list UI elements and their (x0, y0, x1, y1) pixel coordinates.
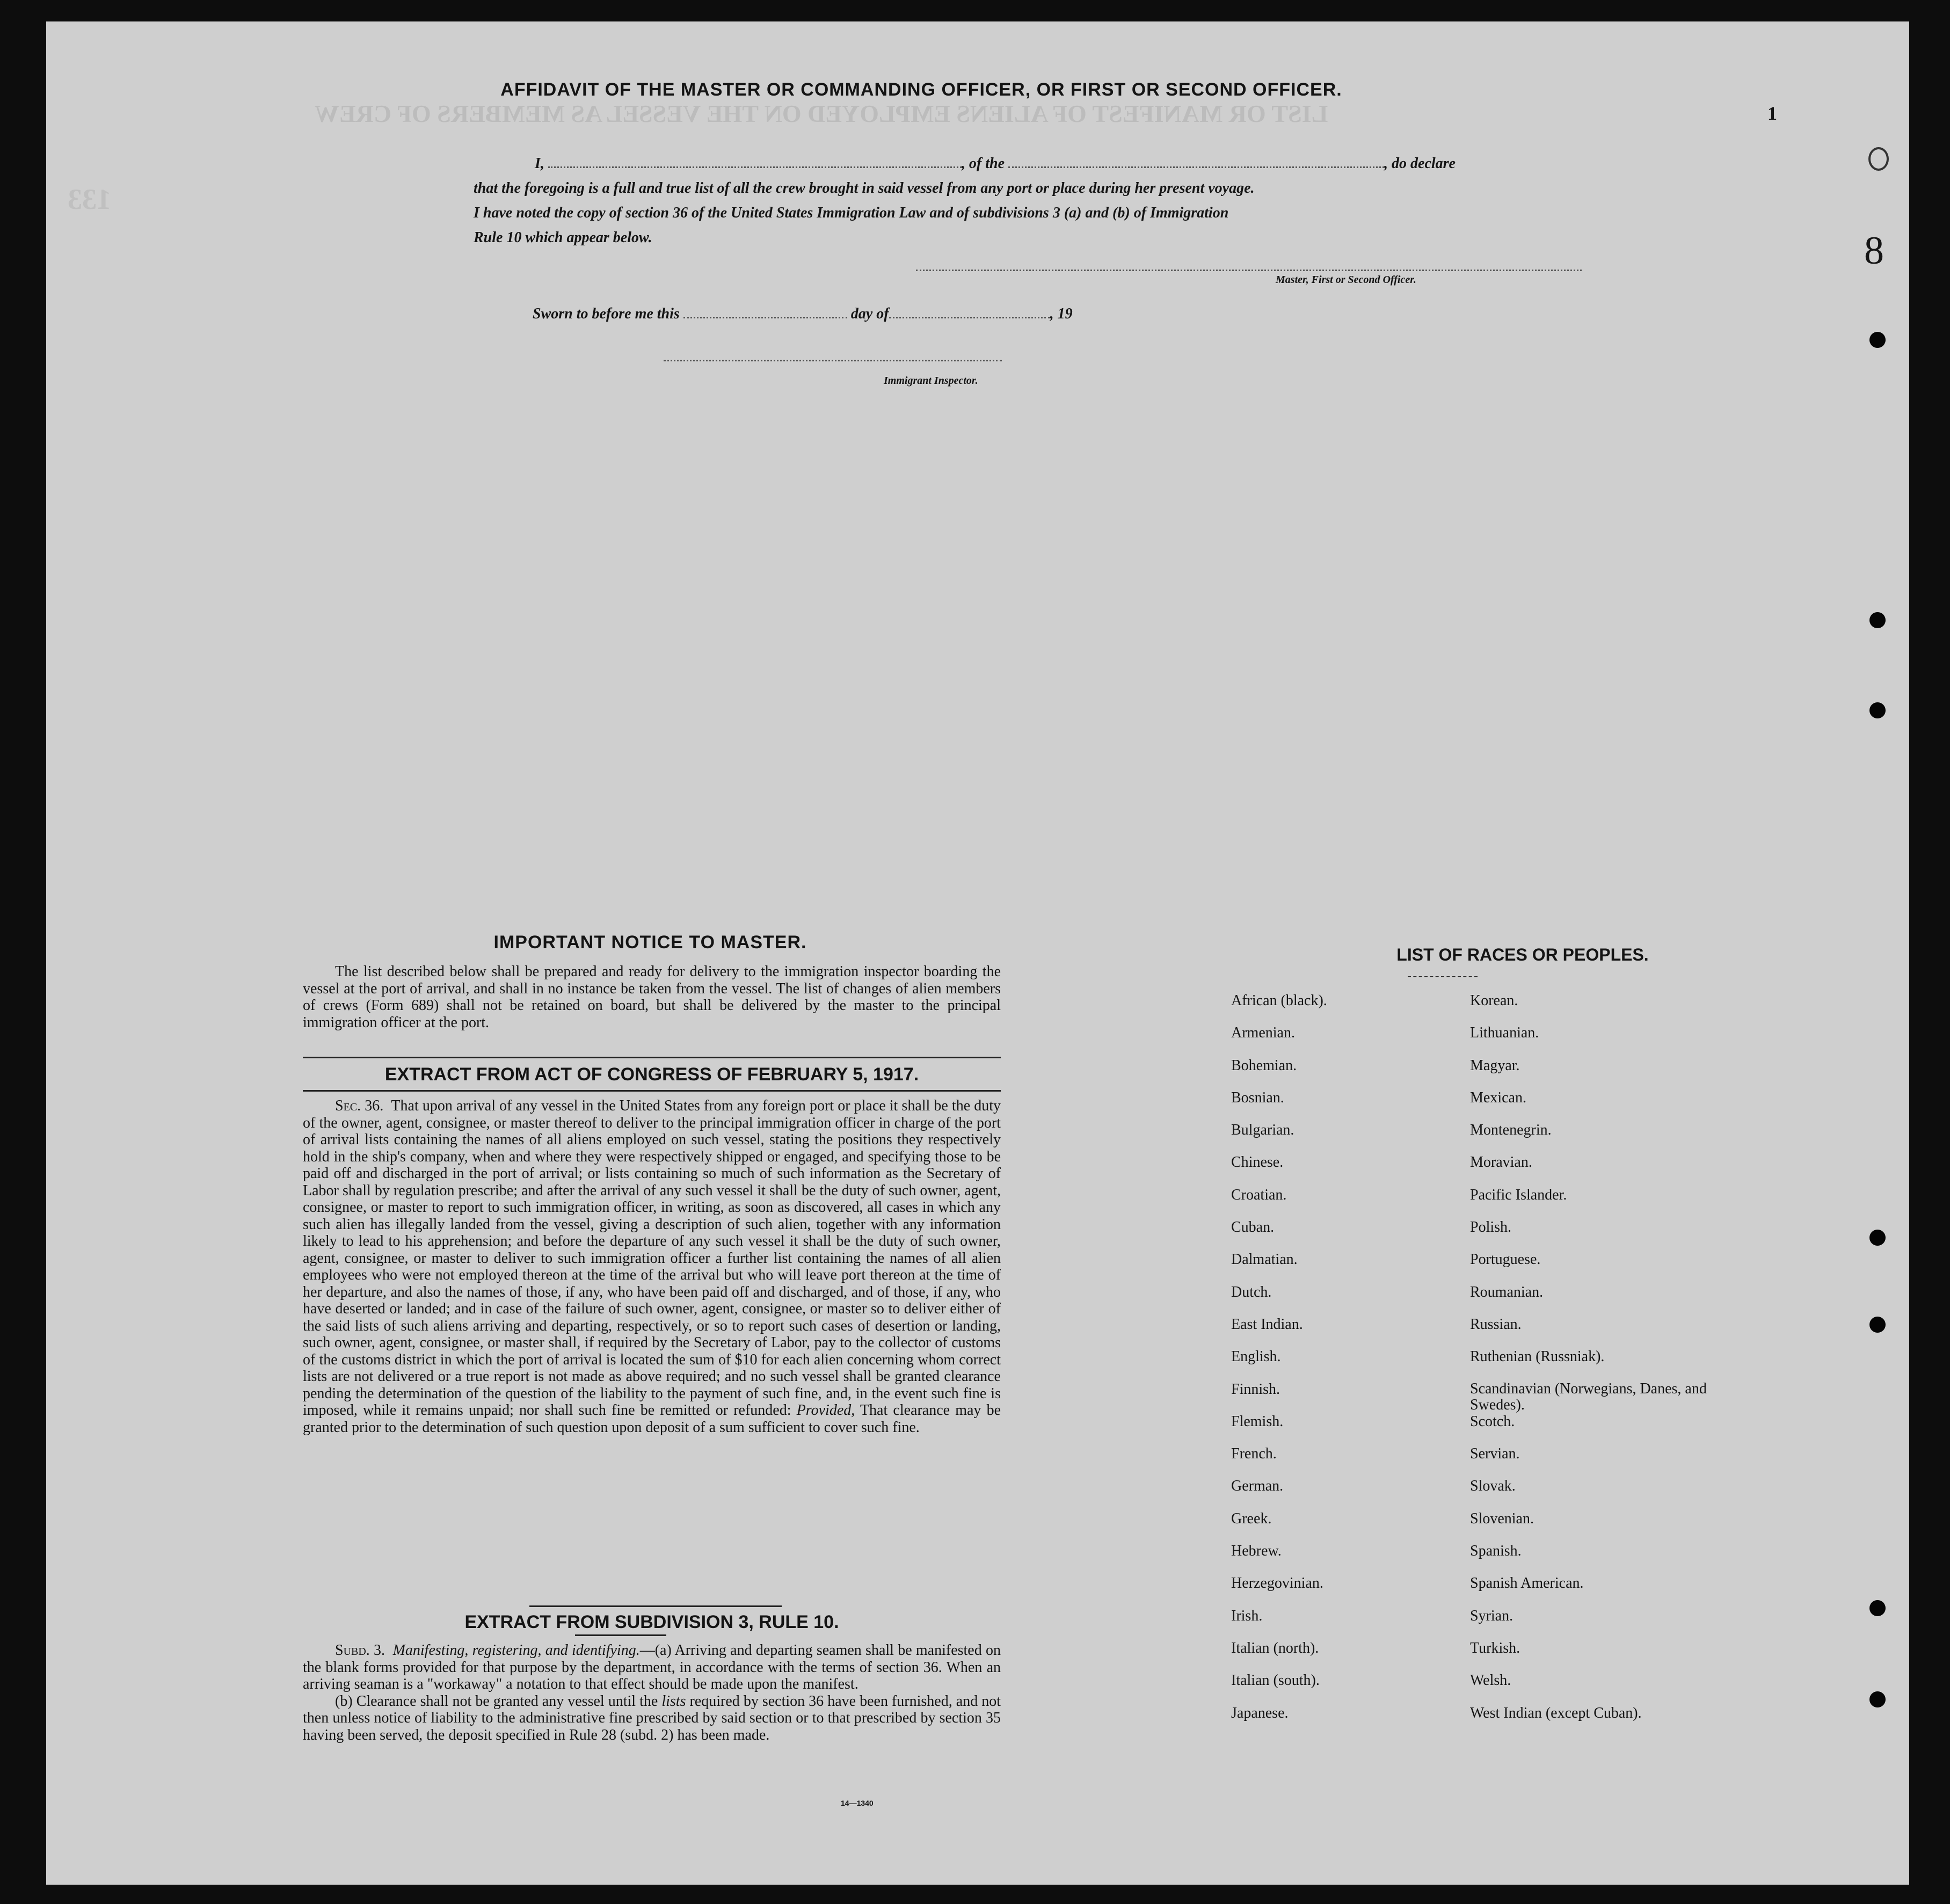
rule-title-underline (575, 1634, 666, 1636)
notice-paragraph: The list described below shall be prepared and ready for delivery to the immigration inspector boarding the vessel at the port of arrival, and shall in no instance be taken from the vessel. The list of changes of alien members of crews (Form 689) shall not be retained on board, but shall be delivered by the master to the principal immigration officer at the port. (303, 963, 1001, 1031)
punch-hole (1869, 612, 1886, 628)
race-item: Lithuanian. (1470, 1024, 1539, 1042)
race-item: Welsh. (1470, 1672, 1511, 1689)
race-item: Cuban. (1231, 1219, 1275, 1236)
affidavit-line-2: that the foregoing is a full and true list of all the crew brought in said vessel from any port or place during her present voyage. (474, 180, 1255, 197)
race-item: French. (1231, 1445, 1277, 1463)
rule-extract-body (303, 1642, 1001, 1743)
section-text-end: That clearance may be granted prior to the determination of such question upon deposit of a sum sufficient to cover such fine. (303, 1402, 1001, 1436)
race-item: Ruthenian (Russniak). (1470, 1348, 1605, 1365)
race-item: Magyar. (1470, 1057, 1520, 1074)
inspector-signature-line (664, 360, 1002, 361)
vessel-blank (1008, 155, 1384, 168)
race-item: Finnish. (1231, 1380, 1280, 1398)
race-item: Moravian. (1470, 1154, 1532, 1171)
race-item: Bulgarian. (1231, 1122, 1294, 1139)
sworn-month-blank (889, 305, 1050, 318)
section-text: That upon arrival of any vessel in the United States from any foreign port or place it shall be the duty of the owner, agent, consignee, or master thereof to deliver to the principal immigration officer in charge of the port of arrival lists containing the names of all aliens employed on such vessel, stating the positions they respectively hold in the ship's company, when and where they were respectively shipped or engaged, and specifying those to be paid off and discharged in the port of arrival; or lists containing so much of such information as the Secretary of Labor shall by regulation prescribe; and after the arrival of any such vessel it shall be the duty of such owner, agent, consignee, or master to report to such immigration officer, in writing, as soon as discovered, all cases in which any such alien has illegally landed from the vessel, giving a description of such alien, together with any information likely to lead to his apprehension; and before the departure of any such vessel it shall be the duty of such owner, agent, consignee, or master to deliver to such immigration officer a further list containing the names of all alien employees who were not employed thereon at the time of the arrival but who will leave port thereon at the time of her departure, and also the names of those, if any, who have been paid off and discharged, and of those, if any, who have deserted or landed; and in case of the failure of such owner, agent, consignee, or master so to deliver either of the said lists of such aliens arriving and departing, respectively, or so to report such cases of desertion or landing, such owner, agent, consignee, or master shall, if required by the Secretary of Labor, pay to the collector of customs of the customs district in which the port of arrival is located the sum of $10 for each alien concerning whom correct lists are not delivered or a true report is not made as above required; and no such vessel shall be granted clearance pending the determination of the question of the liability to the payment of such fine, and, in the event such fine is imposed, while it remains unpaid; nor shall such fine be remitted or refunded: (303, 1098, 1001, 1419)
act-rule (303, 1090, 1001, 1092)
affidavit-of-the: , of the (961, 155, 1005, 172)
subd-heading: Manifesting, registering, and identifying. (392, 1642, 640, 1659)
master-caption: Master, First or Second Officer. (1276, 274, 1416, 286)
race-item: Greek. (1231, 1510, 1272, 1527)
race-item: Italian (south). (1231, 1672, 1320, 1689)
race-item: Scotch. (1470, 1413, 1515, 1430)
race-item: Dutch. (1231, 1283, 1272, 1300)
races-title: LIST OF RACES OR PEOPLES. (1396, 945, 1649, 964)
act-section-paragraph (303, 1098, 1001, 1436)
punch-hole-ring (1868, 147, 1889, 171)
punch-hole (1869, 702, 1886, 718)
section-label: Sec. 36. (335, 1098, 384, 1114)
race-item: Bohemian. (1231, 1057, 1297, 1074)
master-signature-line (916, 270, 1582, 271)
punch-hole (1869, 1317, 1886, 1333)
race-item: African (black). (1231, 992, 1327, 1009)
race-item: East Indian. (1231, 1316, 1303, 1333)
race-item: English. (1231, 1348, 1281, 1365)
para-b-rest: required by section 36 have been furnished, and not then unless notice of liability to the administrative fine prescribed by said section or to that prescribed by section 35 having been served, the deposit specified in Rule 28 (subd. 2) has been made. (303, 1692, 1001, 1743)
race-item: Spanish. (1470, 1543, 1522, 1560)
race-item: Chinese. (1231, 1154, 1284, 1171)
affidavit-line-1 (535, 151, 1571, 176)
sworn-prefix: Sworn to before me this (533, 306, 680, 322)
margin-mark-top: 1 (1767, 103, 1777, 124)
race-item: Bosnian. (1231, 1089, 1284, 1106)
races-underline (1408, 976, 1478, 977)
sworn-line (533, 302, 1231, 326)
race-item: Japanese. (1231, 1704, 1289, 1721)
race-item: Hebrew. (1231, 1543, 1282, 1560)
race-item: Roumanian. (1470, 1283, 1544, 1300)
side-number: 8 (1864, 229, 1884, 273)
notice-title: IMPORTANT NOTICE TO MASTER. (493, 932, 807, 953)
affidavit-i: I, (535, 155, 544, 172)
sworn-day-of: day of (850, 306, 889, 322)
act-end-rule (529, 1605, 782, 1607)
race-item: Herzegovinian. (1231, 1575, 1323, 1592)
para-a-text: —(a) Arriving and departing seamen shall be manifested on the blank forms provided for that purpose by the department, in accordance with the terms of section 36. When an arriving seaman is a "workaway" a notation to that effect should be made upon the manifest. (303, 1642, 1001, 1692)
rule-para-b (303, 1693, 1001, 1744)
race-item: Croatian. (1231, 1186, 1287, 1203)
subd-label: Subd. 3. (335, 1642, 385, 1659)
document-page (46, 21, 1909, 1885)
para-b-prefix: (b) Clearance shall not be granted any vessel until the (335, 1692, 658, 1710)
race-item: Italian (north). (1231, 1639, 1319, 1656)
bleed-through-heading: LIST OR MANIFEST OF ALIENS EMPLOYED ON THE VESSEL AS MEMBERS OF CREW (315, 100, 1328, 127)
race-item: Servian. (1470, 1445, 1520, 1463)
race-item: Korean. (1470, 992, 1518, 1009)
races-left-column (1231, 985, 1462, 1729)
act-extract-title: EXTRACT FROM ACT OF CONGRESS OF FEBRUARY 5, 1917. (384, 1064, 919, 1085)
race-item: Polish. (1470, 1219, 1512, 1236)
race-item: Flemish. (1231, 1413, 1284, 1430)
name-blank (548, 155, 962, 168)
inspector-caption: Immigrant Inspector. (884, 375, 978, 387)
bleed-through-page-number: 133 (68, 183, 111, 215)
race-item: Mexican. (1470, 1089, 1526, 1106)
race-item: Pacific Islander. (1470, 1186, 1567, 1203)
rule-extract-title: EXTRACT FROM SUBDIVISION 3, RULE 10. (464, 1612, 839, 1632)
punch-hole (1869, 1691, 1886, 1707)
affidavit-line-4: Rule 10 which appear below. (474, 229, 652, 246)
race-item: German. (1231, 1478, 1284, 1495)
race-item: Montenegrin. (1470, 1122, 1552, 1139)
race-item: Dalmatian. (1231, 1251, 1298, 1268)
affidavit-title: AFFIDAVIT OF THE MASTER OR COMMANDING OFFICER, OR FIRST OR SECOND OFFICER. (500, 79, 1342, 100)
sworn-year: , 19 (1050, 306, 1073, 322)
punch-hole (1869, 1600, 1886, 1616)
para-b-lists: lists (661, 1692, 686, 1710)
affidavit-line-3: I have noted the copy of section 36 of the United States Immigration Law and of subdivisions 3 (a) and (b) of Immigration (474, 205, 1229, 221)
provided-word: Provided, (796, 1402, 855, 1419)
punch-hole (1869, 1230, 1886, 1246)
race-item: Slovak. (1470, 1478, 1516, 1495)
notice-body (303, 963, 1001, 1031)
affidavit-do-declare: , do declare (1384, 155, 1456, 172)
race-item: Spanish American. (1470, 1575, 1584, 1592)
race-item: Portuguese. (1470, 1251, 1541, 1268)
race-item: Turkish. (1470, 1639, 1520, 1656)
race-item: Syrian. (1470, 1607, 1514, 1624)
race-item: West Indian (except Cuban). (1470, 1704, 1642, 1721)
rule-para-a (303, 1642, 1001, 1693)
binding-edge (0, 0, 46, 1904)
sworn-day-blank (683, 305, 847, 318)
race-item: Russian. (1470, 1316, 1522, 1333)
notice-rule (303, 1057, 1001, 1058)
act-extract-body (303, 1098, 1001, 1436)
race-item: Slovenian. (1470, 1510, 1534, 1527)
race-item: Irish. (1231, 1607, 1263, 1624)
form-number: 14—1340 (841, 1799, 874, 1807)
races-right-column (1470, 985, 1749, 1729)
punch-hole (1869, 332, 1886, 348)
race-item: Armenian. (1231, 1024, 1295, 1042)
race-item: Scandinavian (Norwegians, Danes, and Swedes). (1470, 1380, 1707, 1413)
